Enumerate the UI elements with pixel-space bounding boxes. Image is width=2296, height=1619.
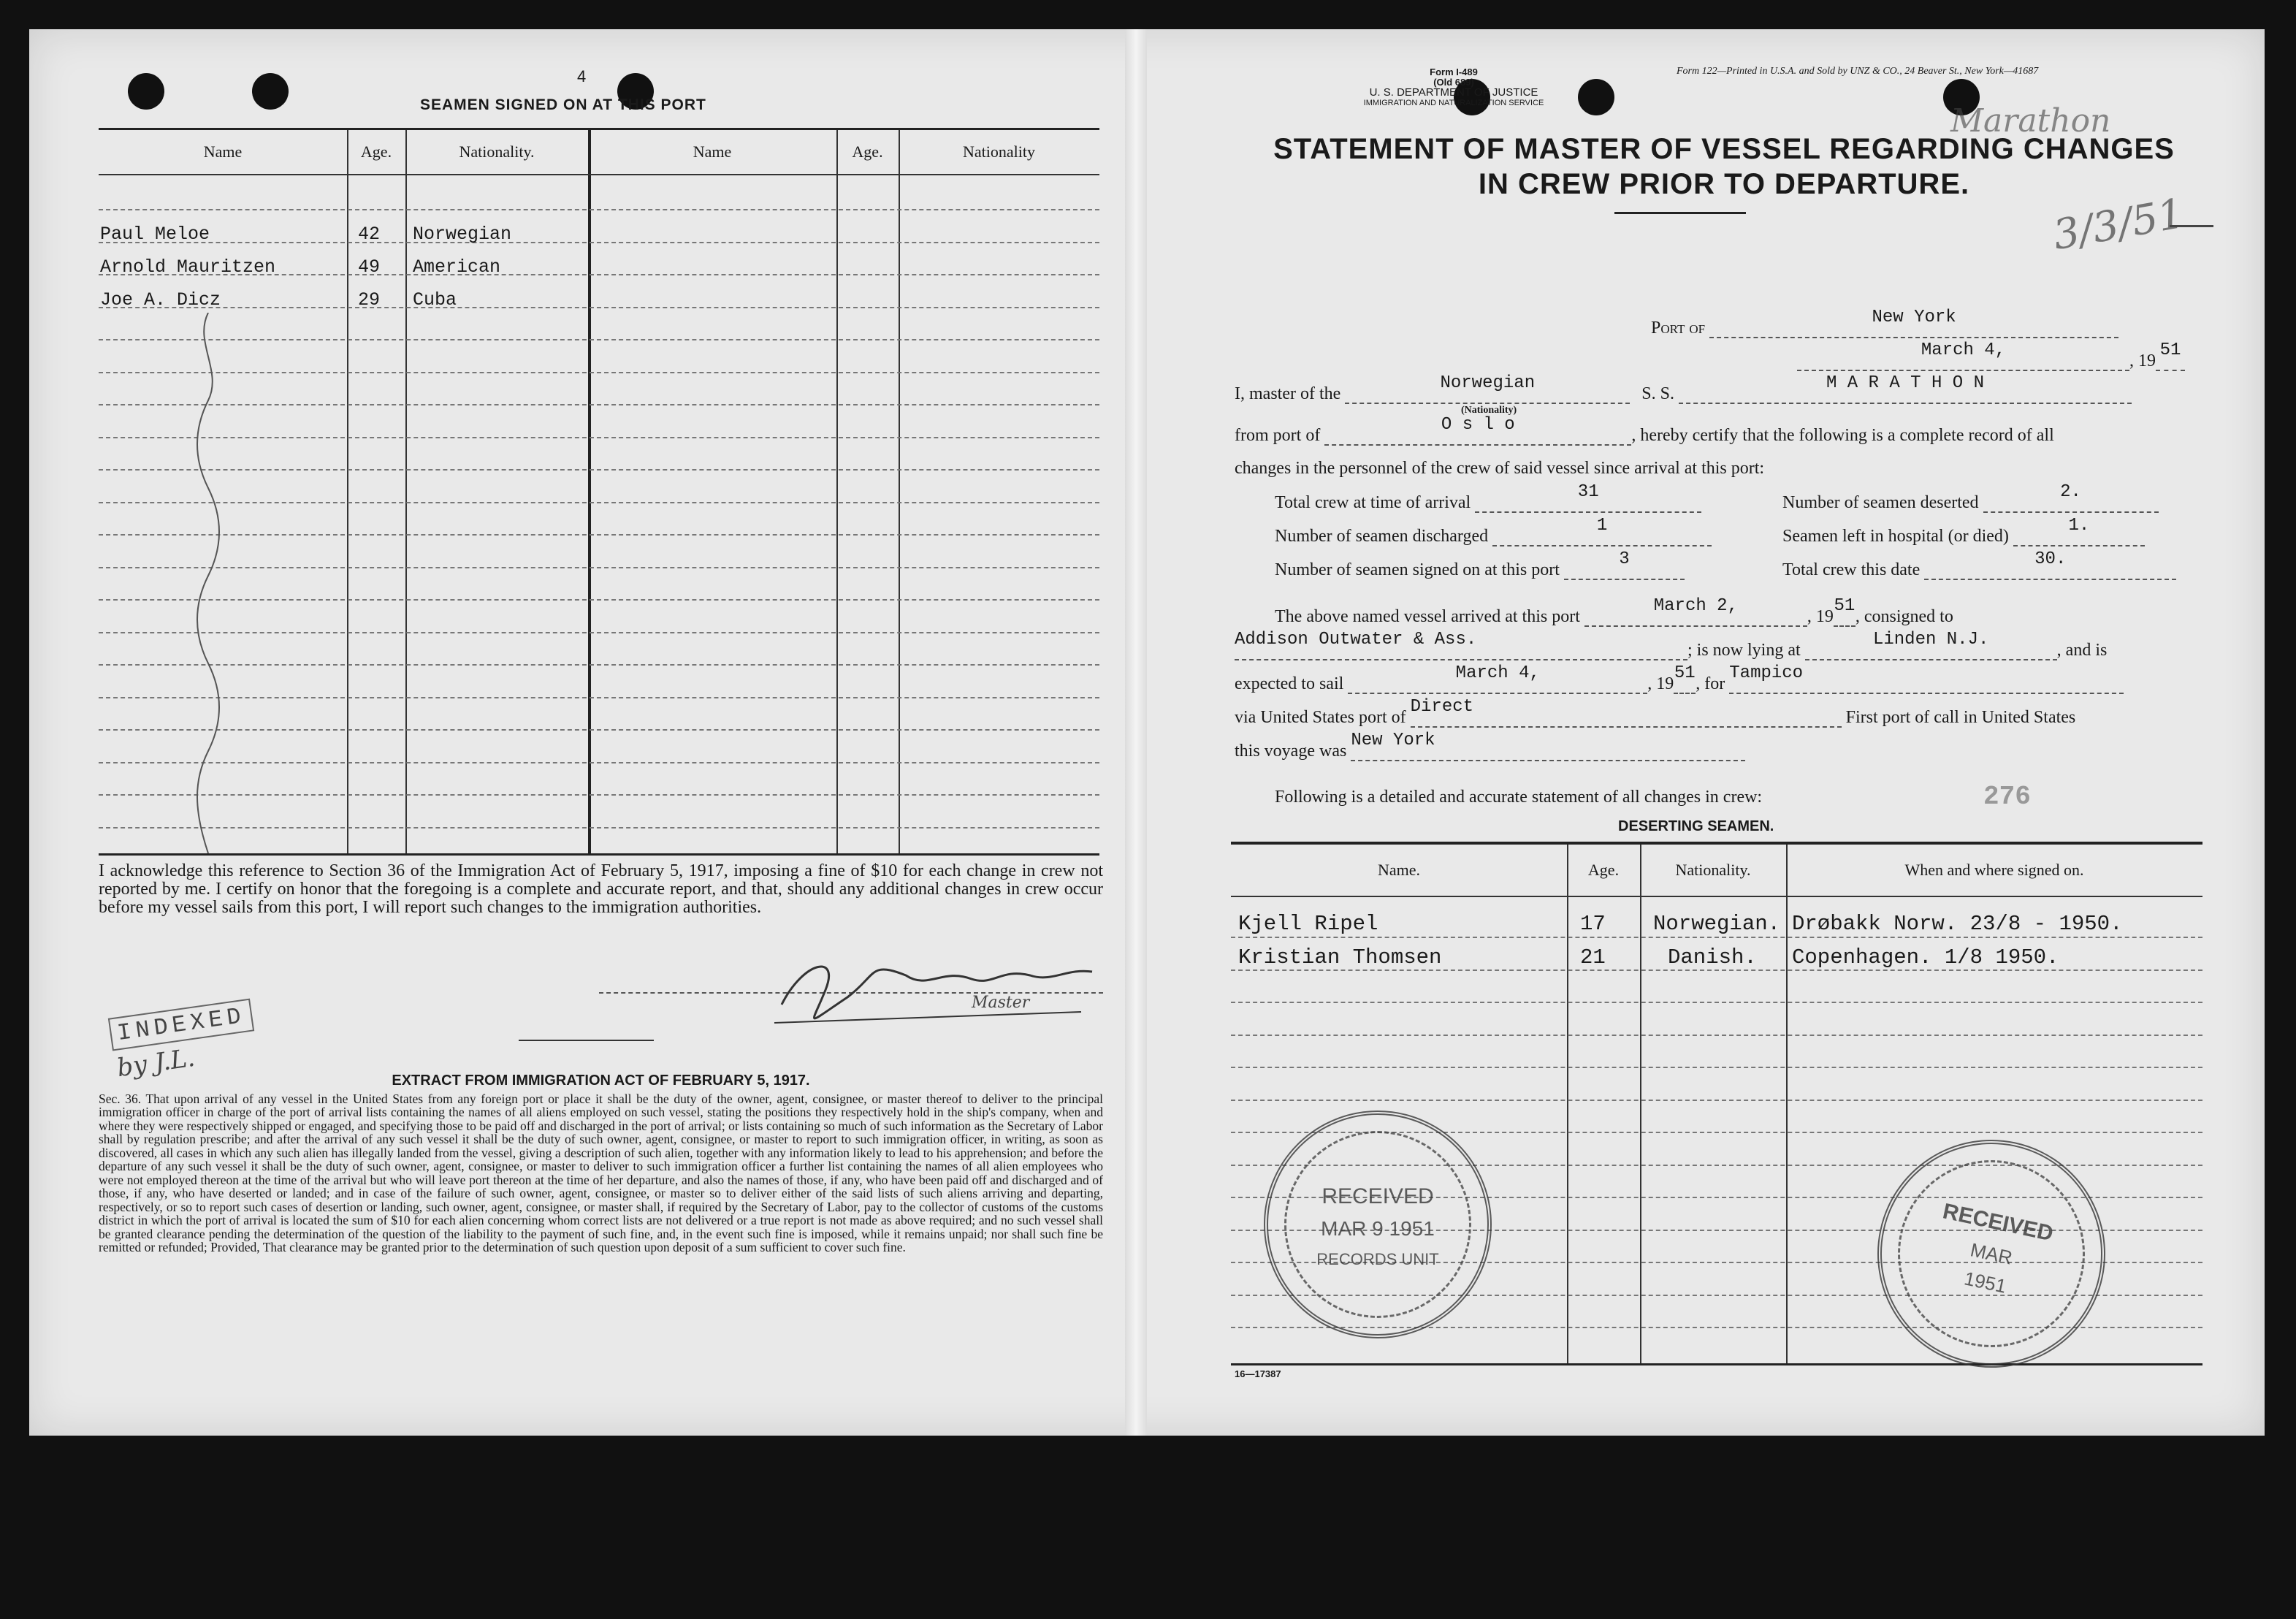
row-rule xyxy=(99,729,1099,731)
nationality-cell: Norwegian. xyxy=(1653,912,1781,936)
table-row: Joe A. Dicz xyxy=(100,289,221,311)
voyage-line: this voyage was New York xyxy=(1235,741,1745,761)
handwritten-date: 3/3/51 xyxy=(2049,189,2188,260)
stat-arrival: Total crew at time of arrival 31 xyxy=(1275,492,1701,513)
changes-line: changes in the personnel of the crew of said vessel since arrival at this port: xyxy=(1235,459,1765,478)
indexed-initials: by J.L. xyxy=(115,1043,197,1083)
received-stamp: RECEIVED MAR 9 1951 RECORDS UNIT xyxy=(1264,1111,1492,1338)
column-header: Nationality. xyxy=(459,142,535,161)
age-cell: 17 xyxy=(1580,912,1606,936)
row-rule xyxy=(99,827,1099,828)
table-row: Paul Meloe xyxy=(100,224,210,245)
extract-title: EXTRACT FROM IMMIGRATION ACT OF FEBRUARY 5, 1917. xyxy=(392,1073,810,1089)
column-header: Nationality. xyxy=(1675,861,1751,879)
row-rule xyxy=(99,762,1099,763)
stat-total-today: Total crew this date 30. xyxy=(1782,560,2176,580)
rule xyxy=(519,1040,654,1041)
row-rule xyxy=(99,502,1099,503)
column-header: Age. xyxy=(360,142,392,161)
received-stamp: RECEIVED MAR 1951 xyxy=(1856,1119,2127,1389)
row-rule xyxy=(99,307,1099,308)
extract-section xyxy=(99,1074,1103,1254)
signed-on-cell: Copenhagen. 1/8 1950. xyxy=(1792,945,2059,970)
column-header: Age. xyxy=(1587,861,1620,879)
page-number: 4 xyxy=(577,67,587,85)
port-line: Port of New York xyxy=(1651,318,2118,338)
column-header: Name. xyxy=(1377,861,1421,879)
column-header: When and where signed on. xyxy=(1904,861,2084,879)
via-line: via United States port of Direct First port of call in United States xyxy=(1235,697,2076,727)
form-header: Form I-489 (Old 689) U. S. DEPARTMENT OF JUSTICE IMMIGRATION AND NATURALIZATION SERVICE xyxy=(1363,66,1544,107)
table-row: Kjell Ripel xyxy=(1238,912,1378,936)
wavy-line xyxy=(186,313,230,853)
consignee-line: Addison Outwater & Ass. ; is now lying at Linden N.J. , and is xyxy=(1235,630,2108,660)
master-label: Master xyxy=(972,994,1030,1012)
handwritten-vessel: Marathon xyxy=(1950,102,2111,140)
page-gutter xyxy=(1125,29,1147,1436)
row-rule xyxy=(99,437,1099,438)
column-header: Nationality xyxy=(963,142,1035,161)
footer-code: 16—17387 xyxy=(1235,1368,1281,1379)
stat-signed-on: Number of seamen signed on at this port 3 xyxy=(1275,560,1685,580)
mark xyxy=(2170,225,2213,227)
extract-text: Sec. 36. That upon arrival of any vessel in the United States from any foreign port or place it shall be the duty of the owner, agent, consignee, or master thereof to deliver to the principal immigration officer in charge of the port of arrival lists containing the names of all aliens employed on such vessel, stating the positions they respectively hold in the ship's company, when and where they were respectively shipped or engaged, and specifying those to be paid off and discharged in the port of arrival; or lists containing so much of such information as the Secretary of Labor shall by regulation prescribe; and after the arrival of any such vessel it shall be the duty of such owner, agent, consignee, or master to report to such immigration officer, in writing, as soon as discovered, all cases in which any such alien has illegally landed from the vessel, giving a description of such alien, together with any information likely to lead to his apprehension; and before the departure of any such vessel it shall be the duty of such owner, agent, consignee, or master to deliver to such immigration officer a further list containing the names of all alien employees who were not employed thereon at the time of the arrival but who will leave port thereon at the time of her departure, and also the names of those, if any, who have been paid off and discharged and of those, if any, who have deserted or landed; and in case of the failure of such owner, agent, consignee, or master so to deliver either of the said lists of such aliens arriving and departing, respectively, or so to report such cases of desertion or landing, such owner, agent, consignee, or master shall, if required by the Secretary of Labor, pay to the collector of customs of the customs district in which the port of arrival is located the sum of $10 for each alien concerning whom correct lists are not delivered or a true report is not made as above required; and no such vessel shall be granted clearance pending the determination of the question of the liability to the payment of such fine, and, in the event such fine is imposed, while it remains unpaid; nor shall such fine be remitted or refunded; Provided, That clearance may be granted prior to the determination of such question upon deposit of a sum sufficient to cover such fine. xyxy=(99,1091,1103,1254)
row-rule xyxy=(99,209,1099,210)
row-rule xyxy=(1231,1067,2202,1068)
row-rule xyxy=(1231,1002,2202,1003)
row-rule xyxy=(99,534,1099,536)
master-line: I, master of the Norwegian S. S. M A R A T H O N xyxy=(1235,384,2132,404)
column-header: Age. xyxy=(852,142,883,161)
nationality-cell: Norwegian xyxy=(413,224,512,245)
row-rule xyxy=(99,339,1099,340)
age-cell: 21 xyxy=(1580,945,1606,970)
from-port-line: from port of O s l o , hereby certify that the following is a complete record of all xyxy=(1235,415,2054,445)
following-line: Following is a detailed and accurate statement of all changes in crew: xyxy=(1275,788,1763,807)
acknowledgment-text: I acknowledge this reference to Section 36 of the Immigration Act of February 5, 1917, imposing a fine of $10 for each change in crew not reported by me. I certify on honor that the foregoing is a complete and accurate report, and that, should any additional changes in crew occur before my vessel sails from this port, I will report such changes to the immigration authorities. xyxy=(99,861,1103,917)
signed-on-table xyxy=(99,128,1099,856)
indexed-stamp: INDEXED xyxy=(108,999,255,1051)
column-header: Name xyxy=(203,142,243,161)
punch-hole xyxy=(128,73,164,110)
title-rule xyxy=(1614,212,1746,214)
number-stamp: 276 xyxy=(1983,782,2031,812)
left-page xyxy=(29,29,1125,1436)
row-rule xyxy=(99,794,1099,796)
row-rule xyxy=(99,469,1099,471)
expected-line: expected to sail March 4, , 19 51 , for Tampico xyxy=(1235,674,2124,694)
row-rule xyxy=(99,242,1099,243)
row-rule xyxy=(99,697,1099,698)
section-heading: DESERTING SEAMEN. xyxy=(1618,818,1774,834)
signed-on-cell: Drøbakk Norw. 23/8 - 1950. xyxy=(1792,912,2123,936)
row-rule xyxy=(1231,1035,2202,1036)
table-row: Kristian Thomsen xyxy=(1238,945,1442,970)
age-cell: 49 xyxy=(358,256,381,278)
row-rule xyxy=(99,404,1099,405)
stat-discharged: Number of seamen discharged 1 xyxy=(1275,526,1712,546)
column-header: Name xyxy=(693,142,732,161)
master-signature xyxy=(760,946,1103,1030)
stat-deserted: Number of seamen deserted 2. xyxy=(1782,492,2159,513)
nationality-caption: (Nationality) xyxy=(1461,405,1517,416)
printer-note: Form 122—Printed in U.S.A. and Sold by UNZ & CO., 24 Beaver St., New York—41687 xyxy=(1677,66,2039,77)
row-rule xyxy=(99,567,1099,568)
row-rule xyxy=(99,664,1099,666)
row-rule xyxy=(99,632,1099,633)
left-heading: SEAMEN SIGNED ON AT THIS PORT xyxy=(420,96,706,113)
nationality-cell: Cuba xyxy=(413,289,457,311)
nationality-cell: American xyxy=(413,256,501,278)
arrived-line: The above named vessel arrived at this port March 2, , 19 51 , consigned to xyxy=(1275,596,1953,626)
row-rule xyxy=(1231,1100,2202,1101)
nationality-cell: Danish. xyxy=(1668,945,1757,970)
row-rule xyxy=(99,599,1099,601)
right-page xyxy=(1147,29,2265,1436)
age-cell: 42 xyxy=(358,224,381,245)
table-row: Arnold Mauritzen xyxy=(100,256,276,278)
document-sheet xyxy=(29,29,2265,1436)
row-rule xyxy=(1231,937,2202,938)
stat-hospital: Seamen left in hospital (or died) 1. xyxy=(1782,526,2145,546)
date-line: March 4, , 19 51 xyxy=(1797,351,2185,371)
form-title: STATEMENT OF MASTER OF VESSEL REGARDING CHANGES IN CREW PRIOR TO DEPARTURE. xyxy=(1273,133,2175,200)
row-rule xyxy=(99,372,1099,373)
age-cell: 29 xyxy=(358,289,381,311)
punch-hole xyxy=(252,73,289,110)
